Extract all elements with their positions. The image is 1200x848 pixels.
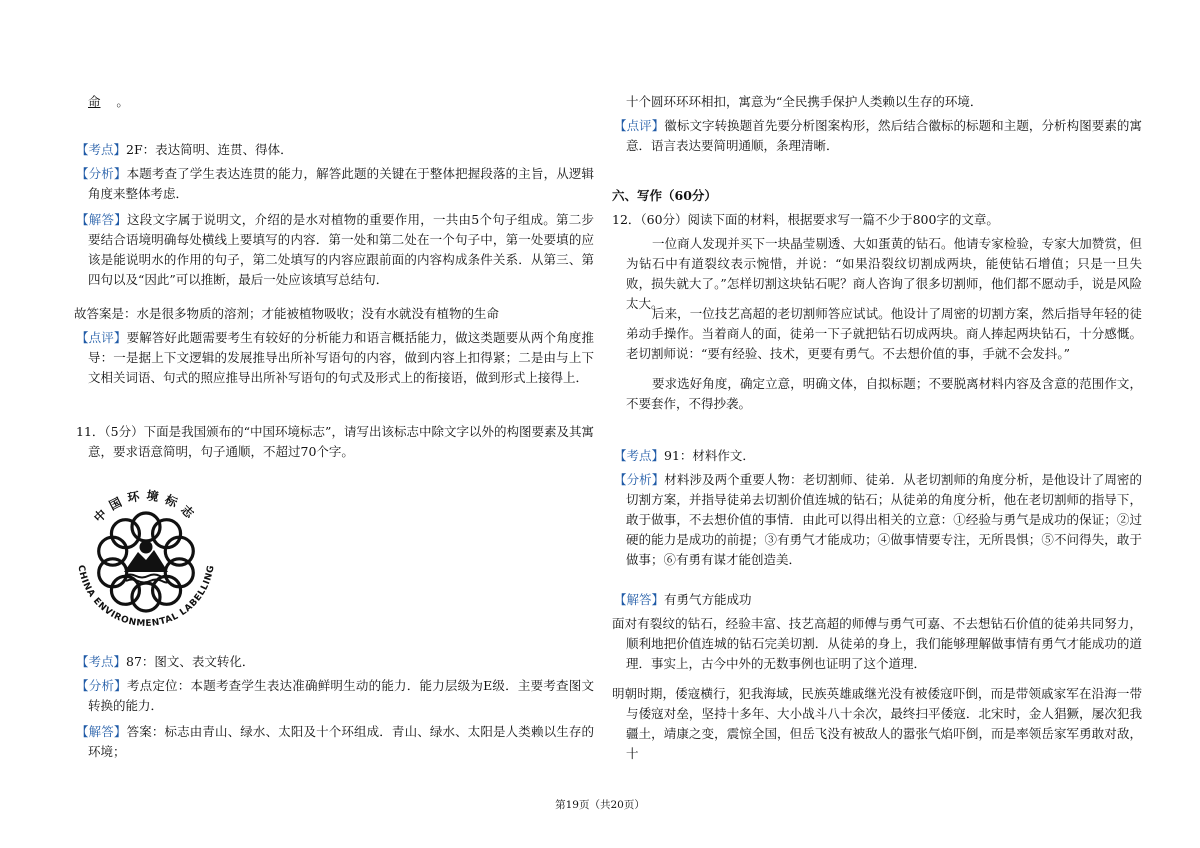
q10-jieda: 【解答】这段文字属于说明文，介绍的是水对植物的重要作用，一共由5个句子组成。第二步要结合语境明确每处横线上要填写的内容．第一处和第二处在一个句子中，第一处要填的应该是能说明水的作用的句子，第二处填写的内容应跟前面的内容构成条件关系．从第三、第四句以及“因此”可以推断，最后一处应该填写总结句． bbox=[76, 212, 594, 287]
q11-jieda-continued: 十个圆环环环相扣，寓意为“全民携手保护人类赖以生存的环境． bbox=[626, 94, 983, 109]
logo-english-text: CHINA ENVIRONMENTAL LABELLING bbox=[75, 564, 217, 630]
q12-stem: 12．（60分）阅读下面的材料，根据要求写一篇不少于800字的文章。 bbox=[612, 212, 999, 227]
jieda-tag: 【解答】 bbox=[76, 212, 128, 227]
section-heading: 六、写作（60分） bbox=[612, 188, 717, 203]
fenxi-tag: 【分析】 bbox=[76, 678, 127, 693]
q11-kaodian: 【考点】87：图文、表文转化． bbox=[76, 654, 255, 669]
q11-jieda: 【解答】答案：标志由青山、绿水、太阳及十个环组成．青山、绿水、太阳是人类赖以生存的环境； bbox=[76, 724, 594, 759]
q10-fenxi: 【分析】本题考查了学生表达连贯的能力，解答此题的关键在于整体把握段落的主旨，从逻辑角度来整体考虑． bbox=[76, 166, 594, 201]
q12-jieda: 【解答】有勇气方能成功 bbox=[614, 592, 752, 607]
q11-fenxi: 【分析】考点定位：本题考查学生表达准确鲜明生动的能力．能力层级为E级．主要考查图文转换的能力． bbox=[76, 678, 594, 713]
jieda-tag: 【解答】 bbox=[76, 724, 127, 739]
fenxi-tag: 【分析】 bbox=[76, 166, 127, 181]
fenxi-tag: 【分析】 bbox=[614, 472, 665, 487]
kaodian-tag: 【考点】 bbox=[76, 654, 127, 669]
china-environmental-label-logo bbox=[66, 478, 226, 638]
q10-dianping: 【点评】要解答好此题需要考生有较好的分析能力和语言概括能力，做这类题要从两个角度推导：一是据上下文逻辑的发展推导出所补写语句的内容，做到内容上扣得紧；二是由与上下文相关词语、句式的照应推导出所补写语句的句式及形式上的衔接语，做到形式上接得上． bbox=[76, 330, 594, 385]
material-paragraph-2: 后来，一位技艺高超的老切割师答应试试。他设计了周密的切割方案，然后指导年轻的徒弟动手操作。当着商人的面，徒弟一下子就把钻石切成两块。商人捧起两块钻石，十分感慨。老切割师说：“要有经验、技术，更要有勇气。不去想价值的事，手就不会发抖。” bbox=[626, 306, 1142, 361]
q11-stem: 11．（5分）下面是我国颁布的“中国环境标志”，请写出该标志中除文字以外的构图要素及其寓意，要求语意简明，句子通顺，不超过70个字。 bbox=[76, 424, 594, 459]
logo-chinese-text: 中国环境标志 bbox=[91, 488, 201, 526]
q11-dianping: 【点评】徽标文字转换题首先要分析图案构形，然后结合徽标的标题和主题，分析构图要素的寓意．语言表达要简明通顺，条理清晰． bbox=[614, 118, 1142, 153]
q10-kaodian: 【考点】2F：表达简明、连贯、得体． bbox=[76, 142, 293, 157]
material-paragraph-1: 一位商人发现并买下一块晶莹剔透、大如蛋黄的钻石。他请专家检验，专家大加赞赏，但为钻石中有道裂纹表示惋惜，并说：“如果沿裂纹切割成两块，能使钻石增值；只是一旦失败，损失就大了。”怎样切割这块钻石呢？商人咨询了很多切割师，他们都不愿动手，说是风险太大。 bbox=[626, 236, 1142, 311]
page-footer: 第19页（共20页） bbox=[555, 799, 645, 811]
q10-answer: 故答案是：水是很多物质的溶剂；才能被植物吸收；没有水就没有植物的生命 bbox=[74, 306, 500, 321]
kaodian-tag: 【考点】 bbox=[614, 448, 665, 463]
dianping-tag: 【点评】 bbox=[614, 118, 665, 133]
kaodian-tag: 【考点】 bbox=[76, 142, 127, 157]
essay-paragraph-2: 明朝时期，倭寇横行，犯我海域，民族英雄戚继光没有被倭寇吓倒，而是带领戚家军在沿海一带与倭寇对垒，坚持十多年、大小战斗八十余次，最终扫平倭寇．北宋时，金人猖獗，屡次犯我疆土，靖康之变，震惊全国，但岳飞没有被敌人的嚣张气焰吓倒，而是率领岳家军勇敢对敌，十 bbox=[612, 686, 1142, 761]
q12-kaodian: 【考点】91：材料作文． bbox=[614, 448, 755, 463]
essay-paragraph-1: 面对有裂纹的钻石，经验丰富、技艺高超的师傅与勇气可嘉、不去想钻石价值的徒弟共同努力，顺利地把价值连城的钻石完美切割．从徒弟的身上，我们能够理解做事情有勇气才能成功的道理．事实上，古今中外的无数事例也证明了这个道理． bbox=[612, 616, 1142, 671]
q12-fenxi: 【分析】材料涉及两个重要人物：老切割师、徒弟．从老切割师的角度分析，是他设计了周密的切割方案，并指导徒弟去切割价值连城的钻石；从徒弟的角度分析，他在老切割师的指导下，敢于做事，不去想价值的事情．由此可以得出相关的立意：①经验与勇气是成功的保证；②过硬的能力是成功的前提；③有勇气才能成功；④做事情要专注，无所畏惧；⑤不问得失，敢于做事；⑥有勇有谋才能创造美． bbox=[614, 472, 1142, 567]
requirement: 要求选好角度，确定立意，明确文体，自拟标题；不要脱离材料内容及含意的范围作文，不要套作，不得抄袭。 bbox=[626, 376, 1142, 411]
jieda-tag: 【解答】 bbox=[614, 592, 665, 607]
answer-continuation: 命 。 bbox=[88, 94, 129, 109]
dianping-tag: 【点评】 bbox=[76, 330, 127, 345]
